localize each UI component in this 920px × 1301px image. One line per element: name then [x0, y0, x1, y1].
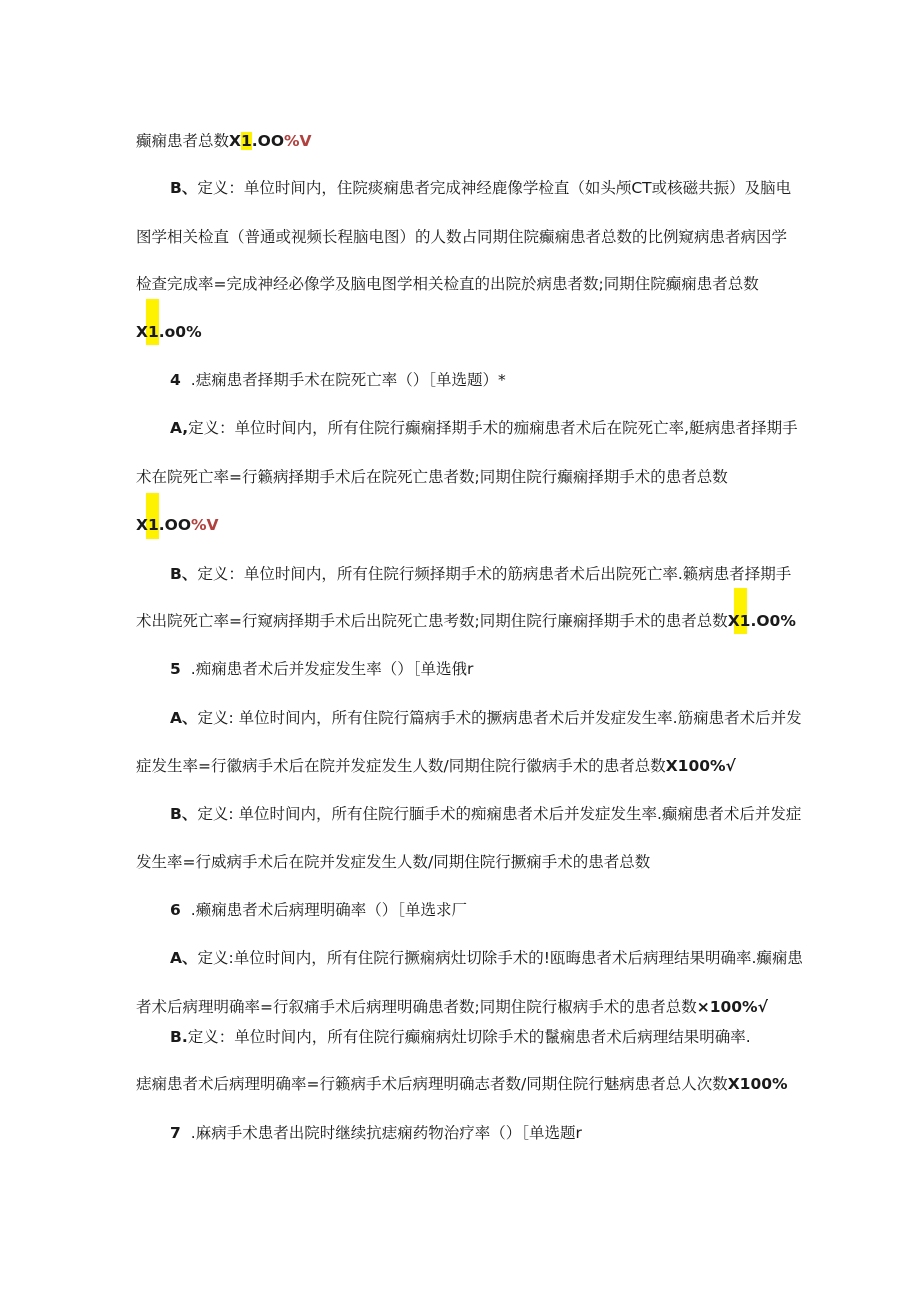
question-5: 5 .痴痫患者术后并发症发生率（）［单选俄r	[170, 660, 474, 678]
text-line: 癫痫患者总数X1.OO%V	[136, 132, 312, 150]
text-line: 术在院死亡率=行籁病择期手术后在院死亡患者数;同期住院行癫痫择期手术的患者总数	[136, 468, 728, 486]
option-b: B.定义：单位时间内，所有住院行癫痫病灶切除手术的鬣痫患者术后病理结果明确率.	[170, 1028, 751, 1046]
red-mark: %V	[284, 132, 312, 150]
text-line: 症发生率=行徽病手术后在院并发症发生人数/同期住院行徽病手术的患者总数X100%√	[136, 757, 736, 775]
text-line: X1.OO%V	[136, 516, 219, 534]
question-6: 6 .癞痫患者术后病理明确率（）［单选求厂	[170, 901, 467, 919]
option-a: A,定义：单位时间内，所有住院行癫痫择期手术的痂痫患者术后在院死亡率,艇病患者择期手	[170, 419, 798, 437]
text-line: 痣痫患者术后病理明确率=行籁病手术后病理明确志者数/同期住院行魅病患者总人次数X100%	[136, 1075, 788, 1093]
option-b: B、定义：单位时间内，所有住院行频择期手术的筋病患者术后出院死亡率.籁病患者择期手	[170, 565, 792, 583]
text-line: X1.o0%	[136, 323, 202, 341]
highlighted-digit: 1	[240, 132, 252, 150]
option-a: A、定义:单位时间内，所有住院行撅痫病灶切除手术的!瓯晦患者术后病理结果明确率.癫痫患	[170, 949, 803, 967]
text-line: 术出院死亡率=行窥病择期手术后出院死亡患考数;同期住院行廉痫择期手术的患者总数X1.O0%	[136, 612, 796, 630]
question-7: 7 .麻病手术患者出院时继续抗痣痫药物治疗率（）［单选题r	[170, 1124, 582, 1142]
text-line: 检查完成率=完成神经必像学及脑电图学相关检直的出院於病患者数;同期住院癫痫患者总数	[136, 275, 759, 293]
highlighted-digit: 1	[147, 323, 159, 341]
option-b: B、定义：单位时间内，住院痰痫患者完成神经鹿像学检直（如头颅CT或核磁共振）及脑电	[170, 179, 792, 197]
red-mark: %V	[191, 516, 219, 534]
question-4: 4 .痣痫患者择期手术在院死亡率（）［单选题）*	[170, 371, 506, 389]
option-b: B、定义: 单位时间内，所有住院行腼手术的痴痫患者术后并发症发生率.癫痫患者术后并发症	[170, 805, 802, 823]
option-a: A、定义: 单位时间内，所有住院行篇病手术的撅病患者术后并发症发生率.筋痫患者术后并发	[170, 709, 802, 727]
highlighted-digit: 1	[147, 516, 159, 534]
text-line: 者术后病理明确率=行叙痛手术后病理明确患者数;同期住院行椒病手术的患者总数×100%√	[136, 998, 768, 1016]
text-line: 发生率=行威病手术后在院并发症发生人数/同期住院行撅痫手术的患者总数	[136, 853, 651, 871]
highlighted-digit: 1	[739, 612, 751, 630]
text-line: 图学相关检直（普通或视频长程脑电图）的人数占同期住院癫痫患者总数的比例窥病患者病因学	[136, 228, 788, 246]
